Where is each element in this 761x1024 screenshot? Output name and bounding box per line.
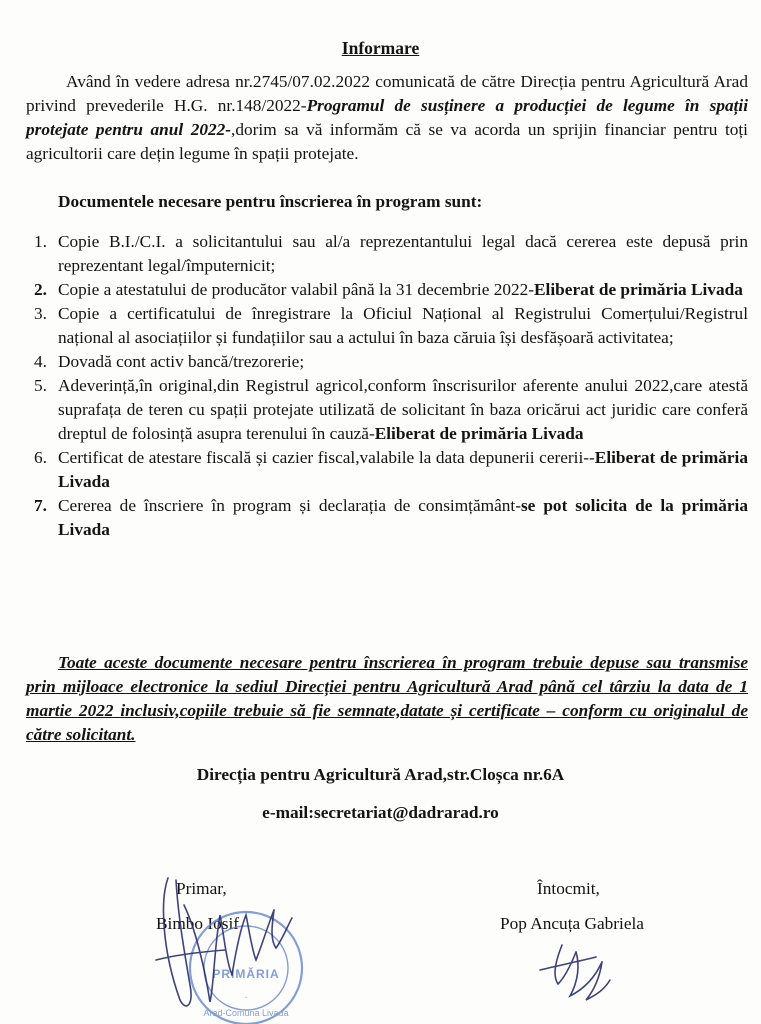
requirement-number: 1. xyxy=(34,232,47,251)
requirement-item xyxy=(26,230,748,278)
requirement-text: Copie a certificatului de înregistrare la Oficiul Național al Registrului Comerțului/Registrul național al asociațiilor și fundațiilor sau a actului în baza căruia își desfășoară activitatea; xyxy=(58,304,748,347)
requirement-text: Cererea de înscriere în program și declarația de consimțământ- xyxy=(58,496,521,515)
intro-text-part3: ,dorim sa vă informăm că se va acorda un sprijin financiar pentru toți agricultorii care dețin legume în spații protejate. xyxy=(26,120,748,163)
requirement-text: Adeverință,în original,din Registrul agricol,conform înscrisurilor aferente anului 2022,care atestă suprafața de teren cu spații protejate utilizată de solicitant în baza oricărui act juridic care conferă dreptul de folosință asupra terenului în cauză- xyxy=(58,376,748,443)
author-signature xyxy=(540,945,610,1000)
requirement-number: 5. xyxy=(34,376,47,395)
requirement-issuer: Eliberat de primăria Livada xyxy=(58,448,748,491)
requirement-item xyxy=(26,350,748,374)
requirement-item xyxy=(26,278,748,302)
requirement-number: 7. xyxy=(34,496,47,515)
svg-text:·: · xyxy=(244,992,248,1003)
requirement-text: Dovadă cont activ bancă/trezorerie; xyxy=(58,352,305,371)
office-address: Direcția pentru Agricultură Arad,str.Cloșca nr.6A xyxy=(196,765,565,784)
requirement-item xyxy=(26,374,748,446)
requirement-number: 2. xyxy=(34,280,47,299)
requirement-issuer: Eliberat de primăria Livada xyxy=(374,424,584,443)
requirement-issuer: Eliberat de primăria Livada xyxy=(534,280,743,299)
requirement-number: 6. xyxy=(34,448,47,467)
requirement-item xyxy=(26,446,748,494)
intro-text-part1: Având în vedere adresa nr.2745/07.02.2022 comunicată de către Direcția pentru Agricultură Arad privind prevederile H.G. nr.148/2022- xyxy=(26,72,748,115)
requirement-item xyxy=(26,494,748,542)
requirements-list xyxy=(26,230,748,542)
stamp-text: PRIMĂRIA xyxy=(212,967,280,981)
deadline-notice: Toate aceste documente necesare pentru înscrierea în program trebuie depuse sau transmise prin mijloace electronice la sediul Direcției pentru Agricultură Arad până cel târziu la data de 1 martie 2022 inclusiv,copiile trebuie să fie semnate,datate și certificate – conform cu originalul de către solicitant. xyxy=(26,653,748,744)
requirement-issuer: se pot solicita de la primăria Livada xyxy=(58,496,748,539)
requirement-text: Certificat de atestare fiscală și cazier fiscal,valabile la data depunerii cererii-- xyxy=(58,448,595,467)
author-name: Pop Ancuța Gabriela xyxy=(500,914,644,933)
requirement-text: Copie a atestatului de producător valabil până la 31 decembrie 2022- xyxy=(58,280,535,299)
author-role: Întocmit, xyxy=(537,879,600,898)
documents-heading: Documentele necesare pentru înscrierea în program sunt: xyxy=(58,192,483,211)
requirement-text: Copie B.I./C.I. a solicitantului sau al/a reprezentantului legal dacă cererea este depusă prin reprezentant legal/împuternicit; xyxy=(58,232,748,275)
mayor-name: Bimbo Iosif xyxy=(156,914,240,933)
contact-email: e-mail:secretariat@dadrarad.ro xyxy=(262,803,499,822)
mayor-role: Primar, xyxy=(176,879,227,898)
requirement-number: 3. xyxy=(34,304,47,323)
requirement-number: 4. xyxy=(34,352,47,371)
document-title: Informare xyxy=(341,38,420,58)
requirement-item xyxy=(26,302,748,350)
program-name: Programul de susținere a producției de legume în spații protejate pentru anul 2022- xyxy=(26,96,749,139)
intro-paragraph xyxy=(26,70,748,166)
stamp-subtext: Arad-Comuna Livada xyxy=(203,1008,289,1018)
